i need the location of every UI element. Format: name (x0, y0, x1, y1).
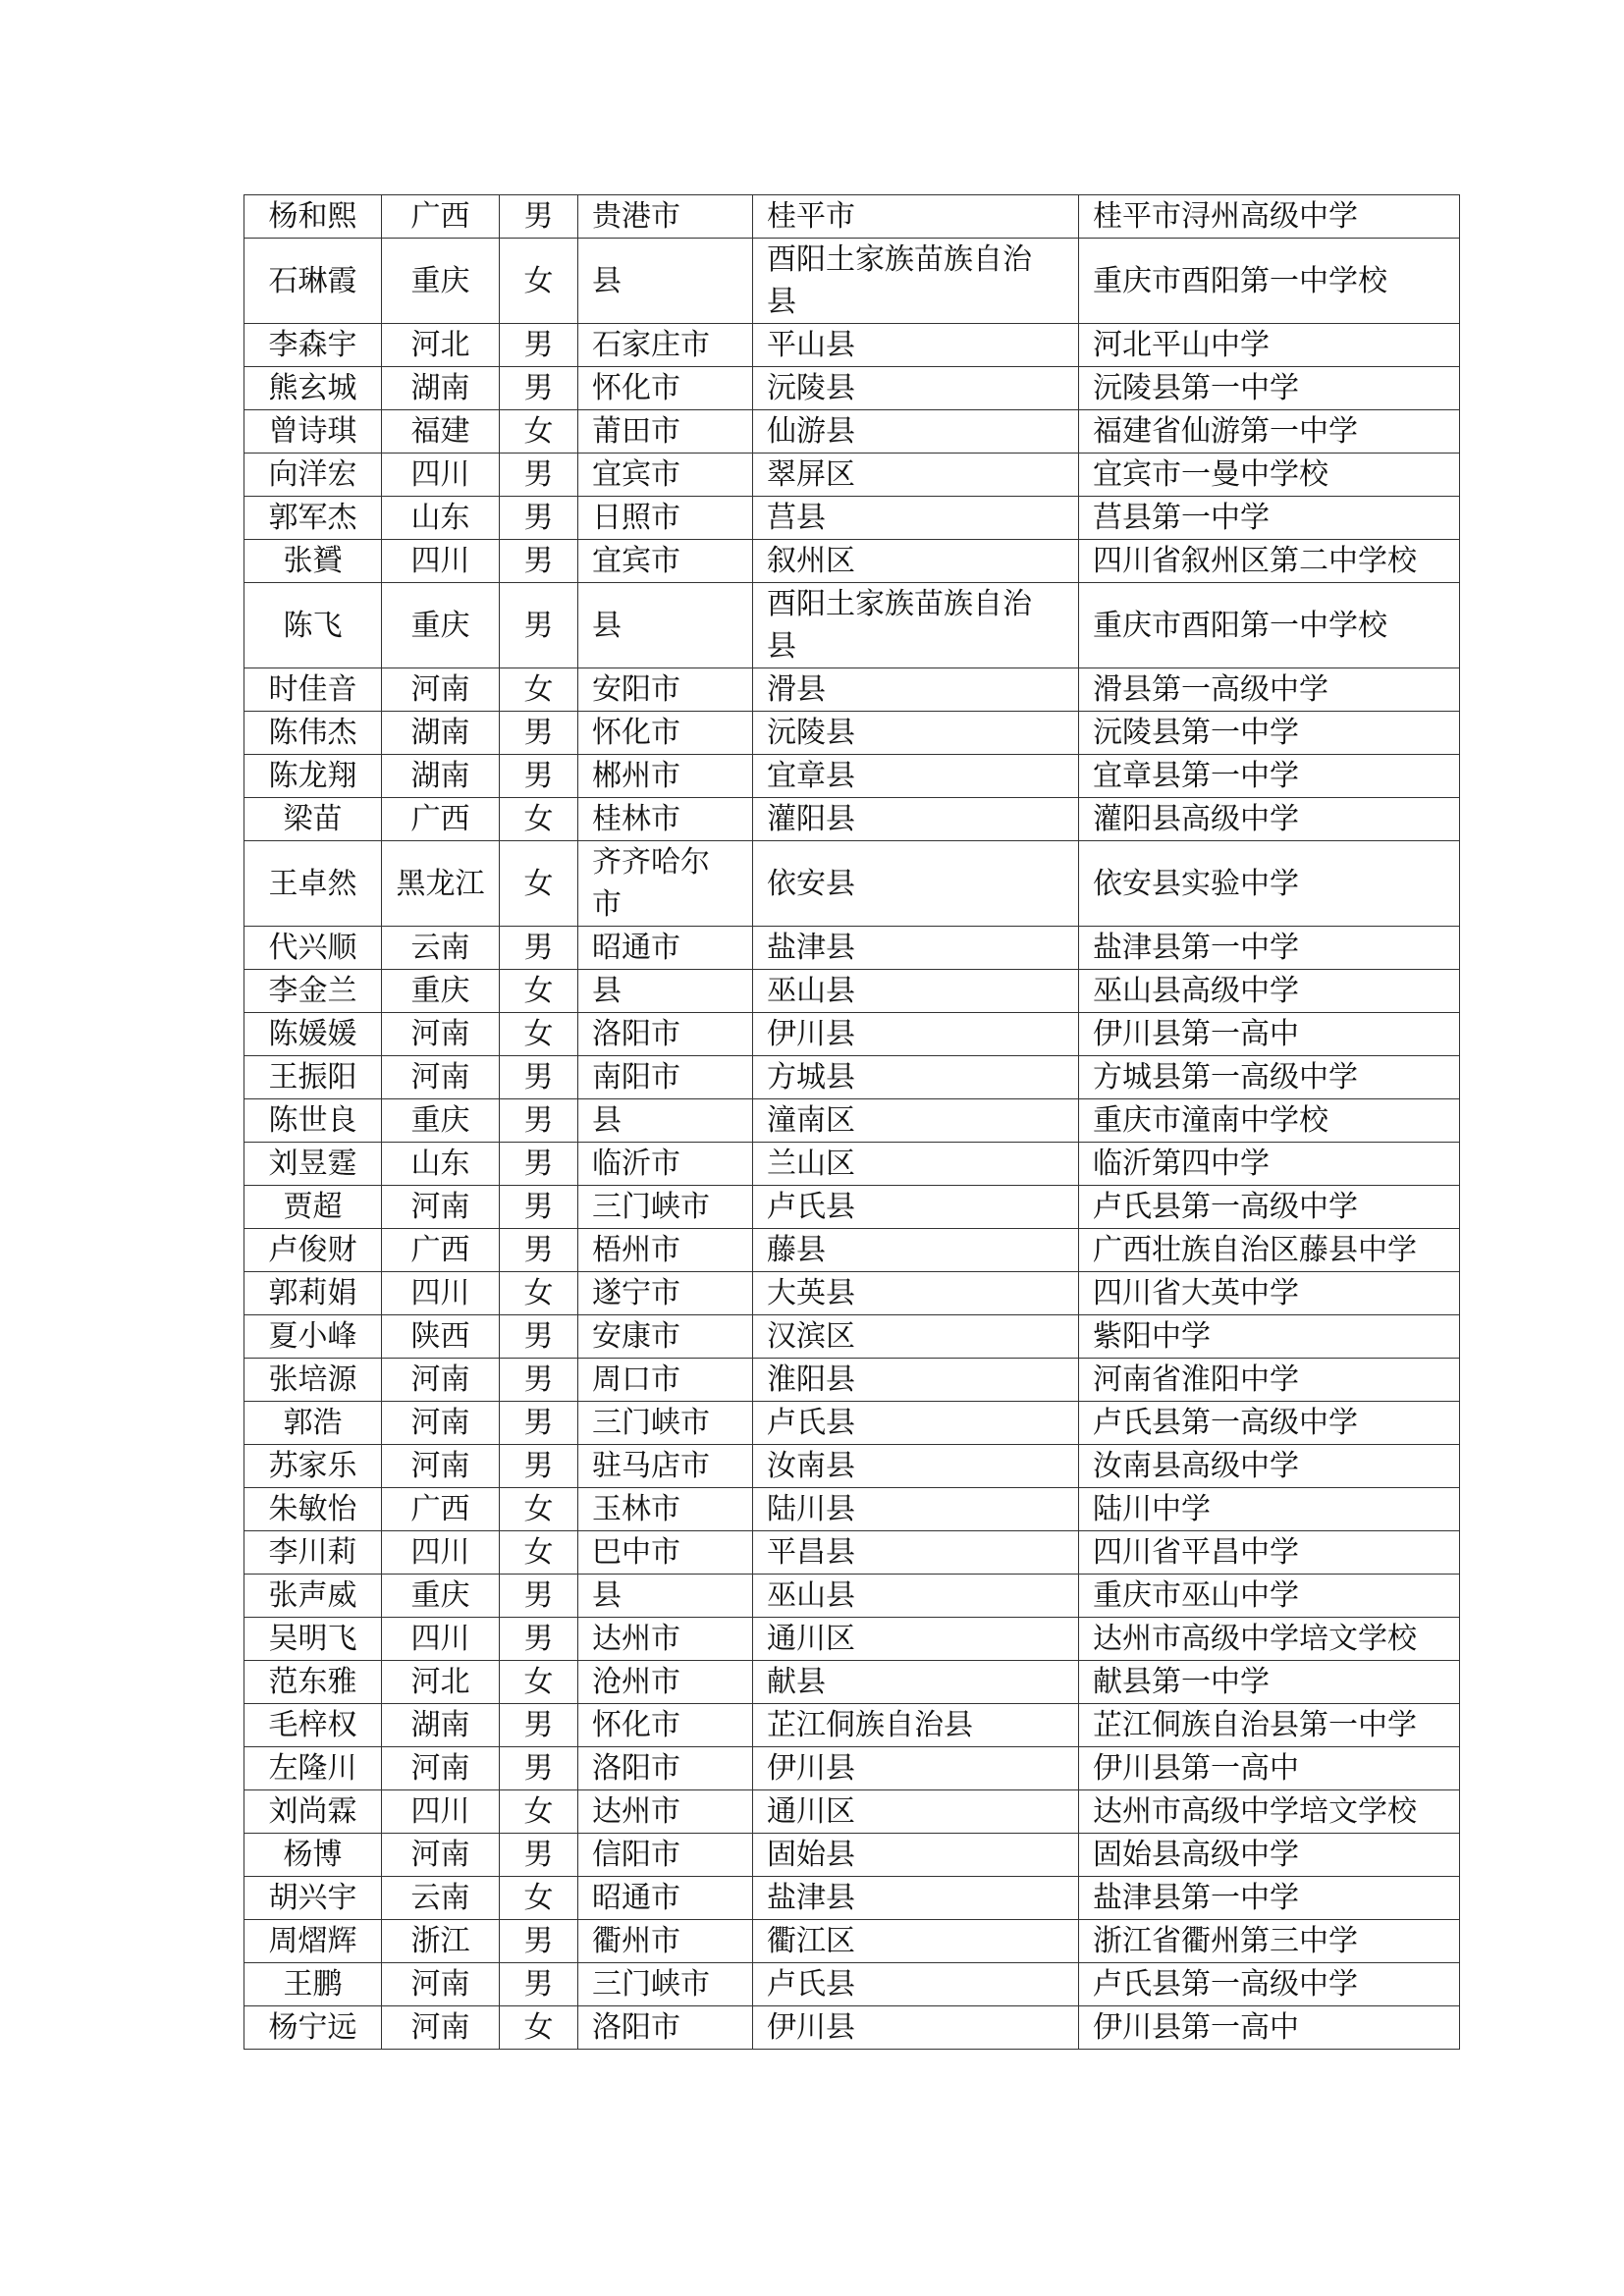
county-cell: 固始县 (753, 1834, 1079, 1877)
county-cell: 平山县 (753, 324, 1079, 367)
table-row (244, 1618, 1460, 1661)
name-cell: 杨和熙 (244, 195, 382, 239)
name-cell: 夏小峰 (244, 1315, 382, 1359)
city-cell: 巴中市 (578, 1531, 753, 1575)
city-cell: 桂林市 (578, 798, 753, 841)
table-row (244, 1877, 1460, 1920)
city-cell: 怀化市 (578, 712, 753, 755)
city-cell: 贵港市 (578, 195, 753, 239)
school-cell: 达州市高级中学培文学校 (1079, 1790, 1460, 1834)
province-cell: 广西 (382, 1488, 500, 1531)
county-cell: 汉滨区 (753, 1315, 1079, 1359)
county-cell: 通川区 (753, 1618, 1079, 1661)
gender-cell: 女 (500, 668, 578, 712)
province-cell: 河南 (382, 1963, 500, 2006)
name-cell: 陈龙翔 (244, 755, 382, 798)
gender-cell: 男 (500, 1575, 578, 1618)
city-cell: 昭通市 (578, 1877, 753, 1920)
school-cell: 沅陵县第一中学 (1079, 712, 1460, 755)
name-cell: 熊玄城 (244, 367, 382, 410)
city-cell: 莆田市 (578, 410, 753, 454)
table-row (244, 1790, 1460, 1834)
school-cell: 重庆市潼南中学校 (1079, 1099, 1460, 1143)
province-cell: 广西 (382, 195, 500, 239)
gender-cell: 男 (500, 195, 578, 239)
county-cell: 兰山区 (753, 1143, 1079, 1186)
city-cell: 县 (578, 1099, 753, 1143)
gender-cell: 男 (500, 1229, 578, 1272)
gender-cell: 男 (500, 1315, 578, 1359)
city-cell: 沧州市 (578, 1661, 753, 1704)
province-cell: 湖南 (382, 367, 500, 410)
school-cell: 河北平山中学 (1079, 324, 1460, 367)
name-cell: 陈世良 (244, 1099, 382, 1143)
school-cell: 盐津县第一中学 (1079, 1877, 1460, 1920)
school-cell: 莒县第一中学 (1079, 497, 1460, 540)
county-cell: 巫山县 (753, 1575, 1079, 1618)
name-cell: 石琳霞 (244, 239, 382, 324)
county-cell: 伊川县 (753, 1013, 1079, 1056)
province-cell: 四川 (382, 1618, 500, 1661)
gender-cell: 女 (500, 2006, 578, 2050)
city-cell: 洛阳市 (578, 2006, 753, 2050)
city-cell: 衢州市 (578, 1920, 753, 1963)
county-cell: 滑县 (753, 668, 1079, 712)
county-cell: 淮阳县 (753, 1359, 1079, 1402)
school-cell: 重庆市酉阳第一中学校 (1079, 239, 1460, 324)
province-cell: 重庆 (382, 1575, 500, 1618)
city-cell: 日照市 (578, 497, 753, 540)
county-cell: 汝南县 (753, 1445, 1079, 1488)
school-cell: 伊川县第一高中 (1079, 1747, 1460, 1790)
table-row (244, 1834, 1460, 1877)
school-cell: 宜章县第一中学 (1079, 755, 1460, 798)
county-cell: 卢氏县 (753, 1963, 1079, 2006)
gender-cell: 男 (500, 1359, 578, 1402)
province-cell: 湖南 (382, 712, 500, 755)
city-cell: 县 (578, 1575, 753, 1618)
gender-cell: 女 (500, 410, 578, 454)
county-cell: 方城县 (753, 1056, 1079, 1099)
name-cell: 刘昱霆 (244, 1143, 382, 1186)
table-row (244, 367, 1460, 410)
name-cell: 郭浩 (244, 1402, 382, 1445)
gender-cell: 男 (500, 1704, 578, 1747)
gender-cell: 男 (500, 1920, 578, 1963)
gender-cell: 男 (500, 712, 578, 755)
city-cell: 县 (578, 970, 753, 1013)
school-cell: 宜宾市一曼中学校 (1079, 454, 1460, 497)
county-cell: 依安县 (753, 841, 1079, 927)
school-cell: 固始县高级中学 (1079, 1834, 1460, 1877)
province-cell: 四川 (382, 1790, 500, 1834)
province-cell: 广西 (382, 798, 500, 841)
table-row (244, 1920, 1460, 1963)
table-row (244, 798, 1460, 841)
city-cell: 达州市 (578, 1790, 753, 1834)
table-row (244, 1359, 1460, 1402)
province-cell: 福建 (382, 410, 500, 454)
gender-cell: 女 (500, 1661, 578, 1704)
city-cell: 宜宾市 (578, 454, 753, 497)
gender-cell: 女 (500, 1790, 578, 1834)
county-cell: 卢氏县 (753, 1186, 1079, 1229)
city-cell: 县 (578, 583, 753, 668)
table-row (244, 324, 1460, 367)
province-cell: 四川 (382, 454, 500, 497)
school-cell: 巫山县高级中学 (1079, 970, 1460, 1013)
province-cell: 四川 (382, 540, 500, 583)
gender-cell: 男 (500, 367, 578, 410)
gender-cell: 男 (500, 1186, 578, 1229)
school-cell: 卢氏县第一高级中学 (1079, 1186, 1460, 1229)
name-cell: 卢俊财 (244, 1229, 382, 1272)
city-cell: 玉林市 (578, 1488, 753, 1531)
table-body (244, 195, 1460, 2050)
city-cell: 安康市 (578, 1315, 753, 1359)
county-cell: 芷江侗族自治县 (753, 1704, 1079, 1747)
county-cell: 巫山县 (753, 970, 1079, 1013)
city-cell: 石家庄市 (578, 324, 753, 367)
school-cell: 四川省叙州区第二中学校 (1079, 540, 1460, 583)
table-row (244, 583, 1460, 668)
name-cell: 胡兴宇 (244, 1877, 382, 1920)
province-cell: 重庆 (382, 970, 500, 1013)
table-row (244, 540, 1460, 583)
gender-cell: 女 (500, 841, 578, 927)
name-cell: 左隆川 (244, 1747, 382, 1790)
name-cell: 张声威 (244, 1575, 382, 1618)
city-cell: 县 (578, 239, 753, 324)
table-row (244, 410, 1460, 454)
school-cell: 滑县第一高级中学 (1079, 668, 1460, 712)
school-cell: 浙江省衢州第三中学 (1079, 1920, 1460, 1963)
table-row (244, 1963, 1460, 2006)
table-row (244, 712, 1460, 755)
school-cell: 沅陵县第一中学 (1079, 367, 1460, 410)
province-cell: 湖南 (382, 1704, 500, 1747)
school-cell: 芷江侗族自治县第一中学 (1079, 1704, 1460, 1747)
gender-cell: 男 (500, 1963, 578, 2006)
table-row (244, 668, 1460, 712)
name-cell: 陈媛媛 (244, 1013, 382, 1056)
gender-cell: 男 (500, 1747, 578, 1790)
school-cell: 依安县实验中学 (1079, 841, 1460, 927)
gender-cell: 男 (500, 1834, 578, 1877)
county-cell: 伊川县 (753, 1747, 1079, 1790)
county-cell: 献县 (753, 1661, 1079, 1704)
table-row (244, 1661, 1460, 1704)
table-row (244, 1488, 1460, 1531)
gender-cell: 女 (500, 1531, 578, 1575)
city-cell: 驻马店市 (578, 1445, 753, 1488)
school-cell: 河南省淮阳中学 (1079, 1359, 1460, 1402)
name-cell: 吴明飞 (244, 1618, 382, 1661)
gender-cell: 女 (500, 798, 578, 841)
table-row (244, 927, 1460, 970)
school-cell: 重庆市巫山中学 (1079, 1575, 1460, 1618)
name-cell: 刘尚霖 (244, 1790, 382, 1834)
gender-cell: 男 (500, 927, 578, 970)
province-cell: 重庆 (382, 239, 500, 324)
county-cell: 潼南区 (753, 1099, 1079, 1143)
name-cell: 时佳音 (244, 668, 382, 712)
table-row (244, 1315, 1460, 1359)
city-cell: 达州市 (578, 1618, 753, 1661)
province-cell: 四川 (382, 1272, 500, 1315)
city-cell: 信阳市 (578, 1834, 753, 1877)
city-cell: 安阳市 (578, 668, 753, 712)
county-cell: 叙州区 (753, 540, 1079, 583)
school-cell: 伊川县第一高中 (1079, 1013, 1460, 1056)
table-row (244, 239, 1460, 324)
province-cell: 云南 (382, 927, 500, 970)
table-row (244, 1445, 1460, 1488)
province-cell: 河南 (382, 1445, 500, 1488)
county-cell: 宜章县 (753, 755, 1079, 798)
province-cell: 重庆 (382, 1099, 500, 1143)
school-cell: 卢氏县第一高级中学 (1079, 1402, 1460, 1445)
county-cell: 桂平市 (753, 195, 1079, 239)
name-cell: 陈飞 (244, 583, 382, 668)
county-cell: 仙游县 (753, 410, 1079, 454)
county-cell: 沅陵县 (753, 367, 1079, 410)
city-cell: 洛阳市 (578, 1747, 753, 1790)
city-cell: 郴州市 (578, 755, 753, 798)
school-cell: 卢氏县第一高级中学 (1079, 1963, 1460, 2006)
table-row (244, 497, 1460, 540)
name-cell: 陈伟杰 (244, 712, 382, 755)
table-row (244, 454, 1460, 497)
table-row (244, 1704, 1460, 1747)
city-cell: 洛阳市 (578, 1013, 753, 1056)
table-row (244, 755, 1460, 798)
county-cell: 平昌县 (753, 1531, 1079, 1575)
county-cell: 伊川县 (753, 2006, 1079, 2050)
province-cell: 河南 (382, 668, 500, 712)
city-cell: 临沂市 (578, 1143, 753, 1186)
name-cell: 杨宁远 (244, 2006, 382, 2050)
gender-cell: 男 (500, 1056, 578, 1099)
province-cell: 河南 (382, 1747, 500, 1790)
name-cell: 郭莉娟 (244, 1272, 382, 1315)
name-cell: 代兴顺 (244, 927, 382, 970)
county-cell: 卢氏县 (753, 1402, 1079, 1445)
school-cell: 广西壮族自治区藤县中学 (1079, 1229, 1460, 1272)
gender-cell: 女 (500, 1877, 578, 1920)
name-cell: 张贇 (244, 540, 382, 583)
name-cell: 朱敏怡 (244, 1488, 382, 1531)
province-cell: 四川 (382, 1531, 500, 1575)
gender-cell: 男 (500, 1402, 578, 1445)
city-cell: 怀化市 (578, 1704, 753, 1747)
table-row (244, 1013, 1460, 1056)
province-cell: 广西 (382, 1229, 500, 1272)
name-cell: 郭军杰 (244, 497, 382, 540)
county-cell: 陆川县 (753, 1488, 1079, 1531)
school-cell: 盐津县第一中学 (1079, 927, 1460, 970)
gender-cell: 男 (500, 1099, 578, 1143)
school-cell: 福建省仙游第一中学 (1079, 410, 1460, 454)
name-cell: 周熠辉 (244, 1920, 382, 1963)
county-cell: 大英县 (753, 1272, 1079, 1315)
table-row (244, 1056, 1460, 1099)
gender-cell: 女 (500, 1013, 578, 1056)
gender-cell: 女 (500, 239, 578, 324)
province-cell: 黑龙江 (382, 841, 500, 927)
school-cell: 达州市高级中学培文学校 (1079, 1618, 1460, 1661)
table-row (244, 1531, 1460, 1575)
county-cell: 莒县 (753, 497, 1079, 540)
school-cell: 伊川县第一高中 (1079, 2006, 1460, 2050)
city-cell: 齐齐哈尔市 (578, 841, 753, 927)
gender-cell: 男 (500, 583, 578, 668)
table-row (244, 1272, 1460, 1315)
table-row (244, 1747, 1460, 1790)
province-cell: 浙江 (382, 1920, 500, 1963)
table-row (244, 1229, 1460, 1272)
school-cell: 献县第一中学 (1079, 1661, 1460, 1704)
school-cell: 紫阳中学 (1079, 1315, 1460, 1359)
student-table (244, 194, 1460, 2050)
school-cell: 重庆市酉阳第一中学校 (1079, 583, 1460, 668)
province-cell: 河北 (382, 324, 500, 367)
name-cell: 毛梓权 (244, 1704, 382, 1747)
city-cell: 宜宾市 (578, 540, 753, 583)
table-row (244, 841, 1460, 927)
name-cell: 苏家乐 (244, 1445, 382, 1488)
city-cell: 怀化市 (578, 367, 753, 410)
gender-cell: 女 (500, 1272, 578, 1315)
county-cell: 衢江区 (753, 1920, 1079, 1963)
province-cell: 河南 (382, 1013, 500, 1056)
table-row (244, 1143, 1460, 1186)
province-cell: 河南 (382, 2006, 500, 2050)
school-cell: 四川省平昌中学 (1079, 1531, 1460, 1575)
school-cell: 方城县第一高级中学 (1079, 1056, 1460, 1099)
school-cell: 桂平市浔州高级中学 (1079, 195, 1460, 239)
gender-cell: 男 (500, 1445, 578, 1488)
table-row (244, 1099, 1460, 1143)
name-cell: 李金兰 (244, 970, 382, 1013)
gender-cell: 男 (500, 497, 578, 540)
province-cell: 河南 (382, 1359, 500, 1402)
province-cell: 云南 (382, 1877, 500, 1920)
school-cell: 临沂第四中学 (1079, 1143, 1460, 1186)
gender-cell: 男 (500, 1143, 578, 1186)
gender-cell: 男 (500, 540, 578, 583)
city-cell: 昭通市 (578, 927, 753, 970)
province-cell: 河北 (382, 1661, 500, 1704)
table-row (244, 1575, 1460, 1618)
name-cell: 曾诗琪 (244, 410, 382, 454)
name-cell: 李川莉 (244, 1531, 382, 1575)
name-cell: 贾超 (244, 1186, 382, 1229)
table-row (244, 2006, 1460, 2050)
county-cell: 通川区 (753, 1790, 1079, 1834)
province-cell: 重庆 (382, 583, 500, 668)
province-cell: 河南 (382, 1402, 500, 1445)
name-cell: 范东雅 (244, 1661, 382, 1704)
county-cell: 盐津县 (753, 927, 1079, 970)
province-cell: 陕西 (382, 1315, 500, 1359)
city-cell: 三门峡市 (578, 1402, 753, 1445)
name-cell: 王鹏 (244, 1963, 382, 2006)
county-cell: 藤县 (753, 1229, 1079, 1272)
school-cell: 汝南县高级中学 (1079, 1445, 1460, 1488)
province-cell: 山东 (382, 497, 500, 540)
gender-cell: 男 (500, 454, 578, 497)
city-cell: 三门峡市 (578, 1186, 753, 1229)
county-cell: 沅陵县 (753, 712, 1079, 755)
province-cell: 河南 (382, 1056, 500, 1099)
city-cell: 遂宁市 (578, 1272, 753, 1315)
school-cell: 灌阳县高级中学 (1079, 798, 1460, 841)
gender-cell: 男 (500, 1618, 578, 1661)
name-cell: 梁苗 (244, 798, 382, 841)
gender-cell: 女 (500, 1488, 578, 1531)
city-cell: 三门峡市 (578, 1963, 753, 2006)
table-row (244, 195, 1460, 239)
name-cell: 向洋宏 (244, 454, 382, 497)
city-cell: 周口市 (578, 1359, 753, 1402)
county-cell: 翠屏区 (753, 454, 1079, 497)
city-cell: 梧州市 (578, 1229, 753, 1272)
province-cell: 湖南 (382, 755, 500, 798)
table-row (244, 1186, 1460, 1229)
name-cell: 王卓然 (244, 841, 382, 927)
gender-cell: 女 (500, 970, 578, 1013)
province-cell: 河南 (382, 1186, 500, 1229)
table-row (244, 1402, 1460, 1445)
county-cell: 灌阳县 (753, 798, 1079, 841)
school-cell: 四川省大英中学 (1079, 1272, 1460, 1315)
gender-cell: 男 (500, 324, 578, 367)
province-cell: 山东 (382, 1143, 500, 1186)
school-cell: 陆川中学 (1079, 1488, 1460, 1531)
gender-cell: 男 (500, 755, 578, 798)
name-cell: 李森宇 (244, 324, 382, 367)
county-cell: 酉阳土家族苗族自治县 (753, 239, 1079, 324)
name-cell: 张培源 (244, 1359, 382, 1402)
county-cell: 酉阳土家族苗族自治县 (753, 583, 1079, 668)
county-cell: 盐津县 (753, 1877, 1079, 1920)
table-row (244, 970, 1460, 1013)
province-cell: 河南 (382, 1834, 500, 1877)
city-cell: 南阳市 (578, 1056, 753, 1099)
name-cell: 王振阳 (244, 1056, 382, 1099)
name-cell: 杨博 (244, 1834, 382, 1877)
